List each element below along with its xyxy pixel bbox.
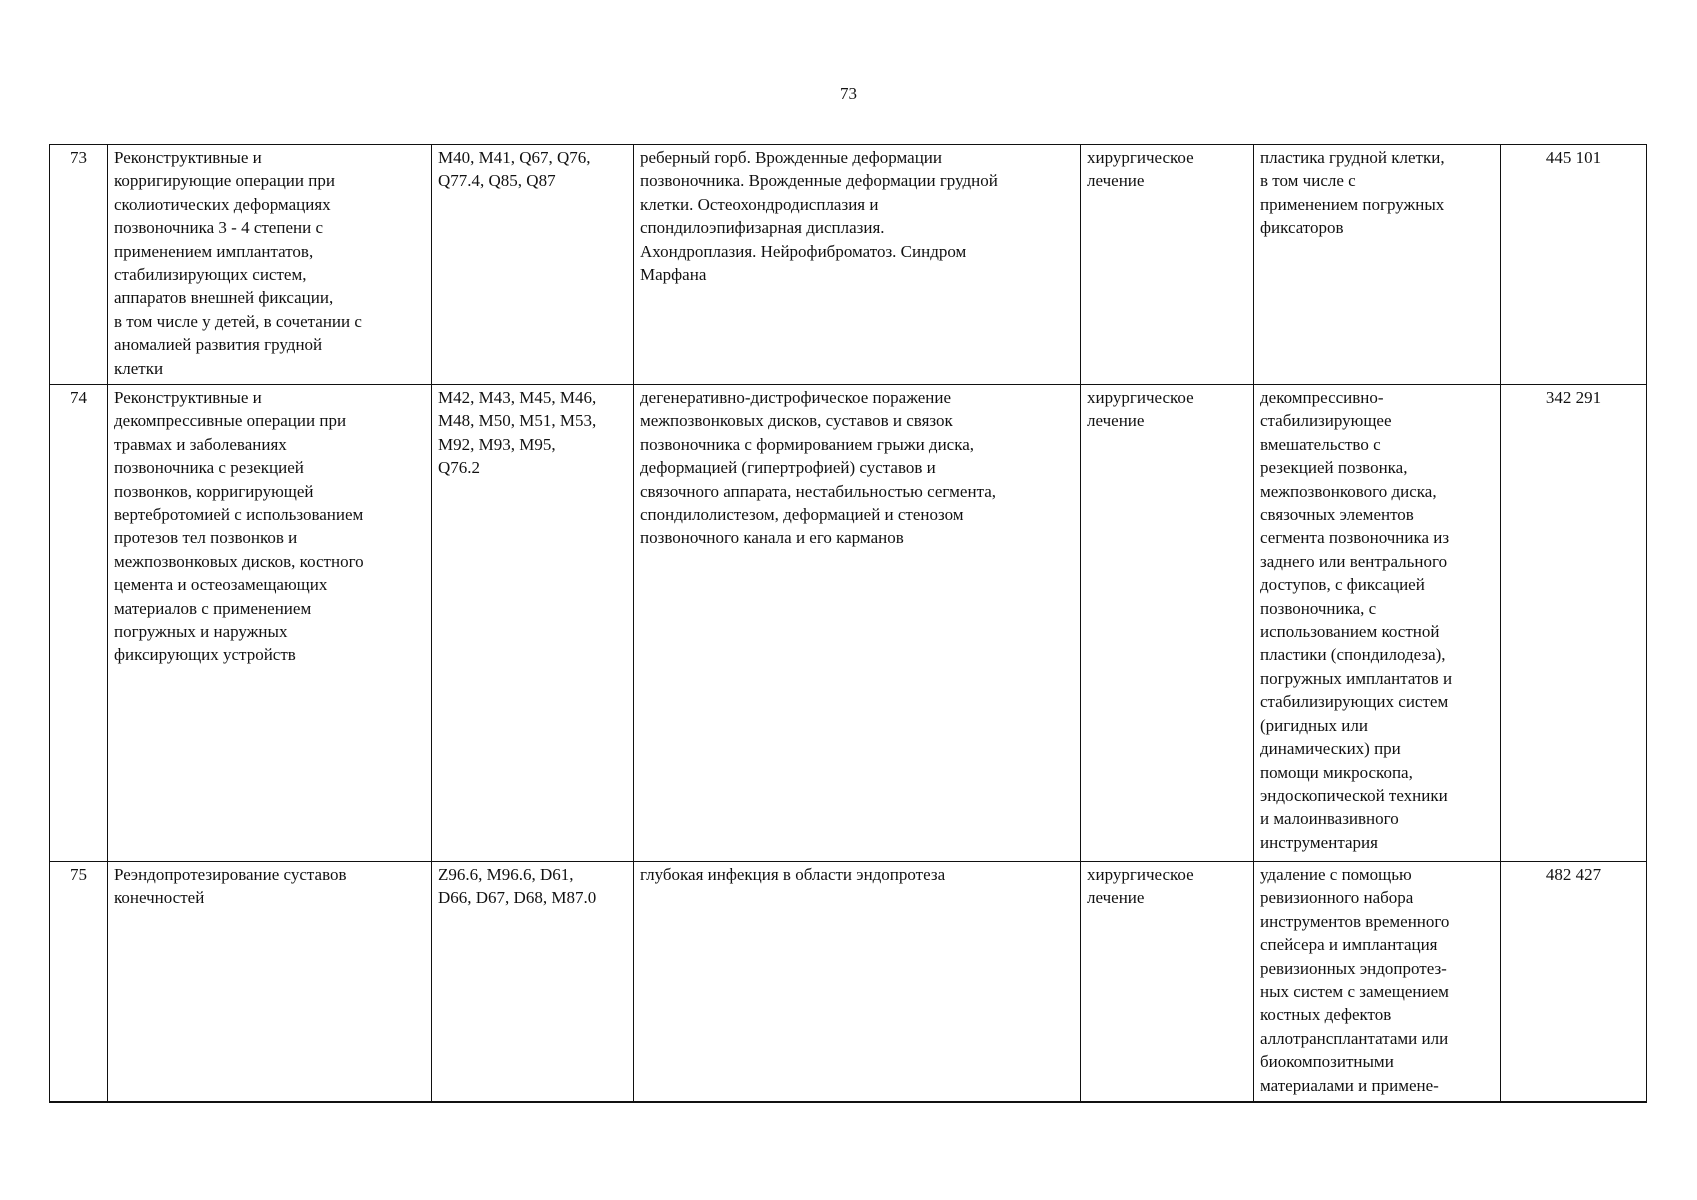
services-table xyxy=(49,144,1647,1103)
table-row xyxy=(50,145,1647,385)
icd-codes-cell: M42, M43, M45, M46, M48, M50, M51, M53, M92, M93, M95, Q76.2 xyxy=(432,385,634,862)
patient-model-cell: дегенеративно-дистрофическое поражение межпозвонковых дисков, суставов и связок позвоночника с формированием грыжи диска, деформацией (гипертрофией) суставов и связочного аппарата, нестабильностью сегмента, спондилолистезом, деформацией и стенозом позвоночного канала и его карманов xyxy=(634,385,1081,862)
icd-codes-cell: Z96.6, M96.6, D61, D66, D67, D68, M87.0 xyxy=(432,862,634,1102)
page-number: 73 xyxy=(840,84,857,103)
patient-model-cell: реберный горб. Врожденные деформации позвоночника. Врожденные деформации грудной клетки. Остеохондродисплазия и спондилоэпифизарная дисплазия. Ахондроплазия. Нейрофиброматоз. Синдром Марфана xyxy=(634,145,1081,385)
treatment-method-cell: пластика грудной клетки, в том числе с применением погружных фиксаторов xyxy=(1254,145,1501,385)
treatment-type-cell: хирургическое лечение xyxy=(1081,385,1254,862)
cost-cell: 445 101 xyxy=(1501,145,1647,385)
treatment-type-cell: хирургическое лечение xyxy=(1081,862,1254,1102)
service-name-cell: Реконструктивные и декомпрессивные операции при травмах и заболеваниях позвоночника с резекцией позвонков, корригирующей вертебротомией с использованием протезов тел позвонков и межпозвонковых дисков, костного цемента и остеозамещающих материалов с применением погружных и наружных фиксирующих устройств xyxy=(108,385,432,862)
service-name-cell: Реконструктивные и корригирующие операции при сколиотических деформациях позвоночника 3 - 4 степени с применением имплантатов, стабилизирующих систем, аппаратов внешней фиксации, в том числе у детей, в сочетании с аномалией развития грудной клетки xyxy=(108,145,432,385)
icd-codes-cell: M40, M41, Q67, Q76, Q77.4, Q85, Q87 xyxy=(432,145,634,385)
cost-cell: 342 291 xyxy=(1501,385,1647,862)
treatment-method-cell: декомпрессивно- стабилизирующее вмешательство с резекцией позвонка, межпозвонкового диска, связочных элементов сегмента позвоночника из заднего или вентрального доступов, с фиксацией позвоночника, с использованием костной пластики (спондилодеза), погружных имплантатов и стабилизирующих систем (ригидных или динамических) при помощи микроскопа, эндоскопической техники и малоинвазивного инструментария xyxy=(1254,385,1501,862)
table-row xyxy=(50,862,1647,1102)
cost-cell: 482 427 xyxy=(1501,862,1647,1102)
treatment-type-cell: хирургическое лечение xyxy=(1081,145,1254,385)
row-number-cell: 74 xyxy=(50,385,108,862)
row-number-cell: 73 xyxy=(50,145,108,385)
row-number-cell: 75 xyxy=(50,862,108,1102)
table-row xyxy=(50,385,1647,862)
service-name-cell: Реэндопротезирование суставов конечностей xyxy=(108,862,432,1102)
treatment-method-cell: удаление с помощью ревизионного набора инструментов временного спейсера и имплантация ревизионных эндопротез- ных систем с замещением костных дефектов аллотрансплантатами или биокомпозитными материалами и примене- xyxy=(1254,862,1501,1102)
patient-model-cell: глубокая инфекция в области эндопротеза xyxy=(634,862,1081,1102)
